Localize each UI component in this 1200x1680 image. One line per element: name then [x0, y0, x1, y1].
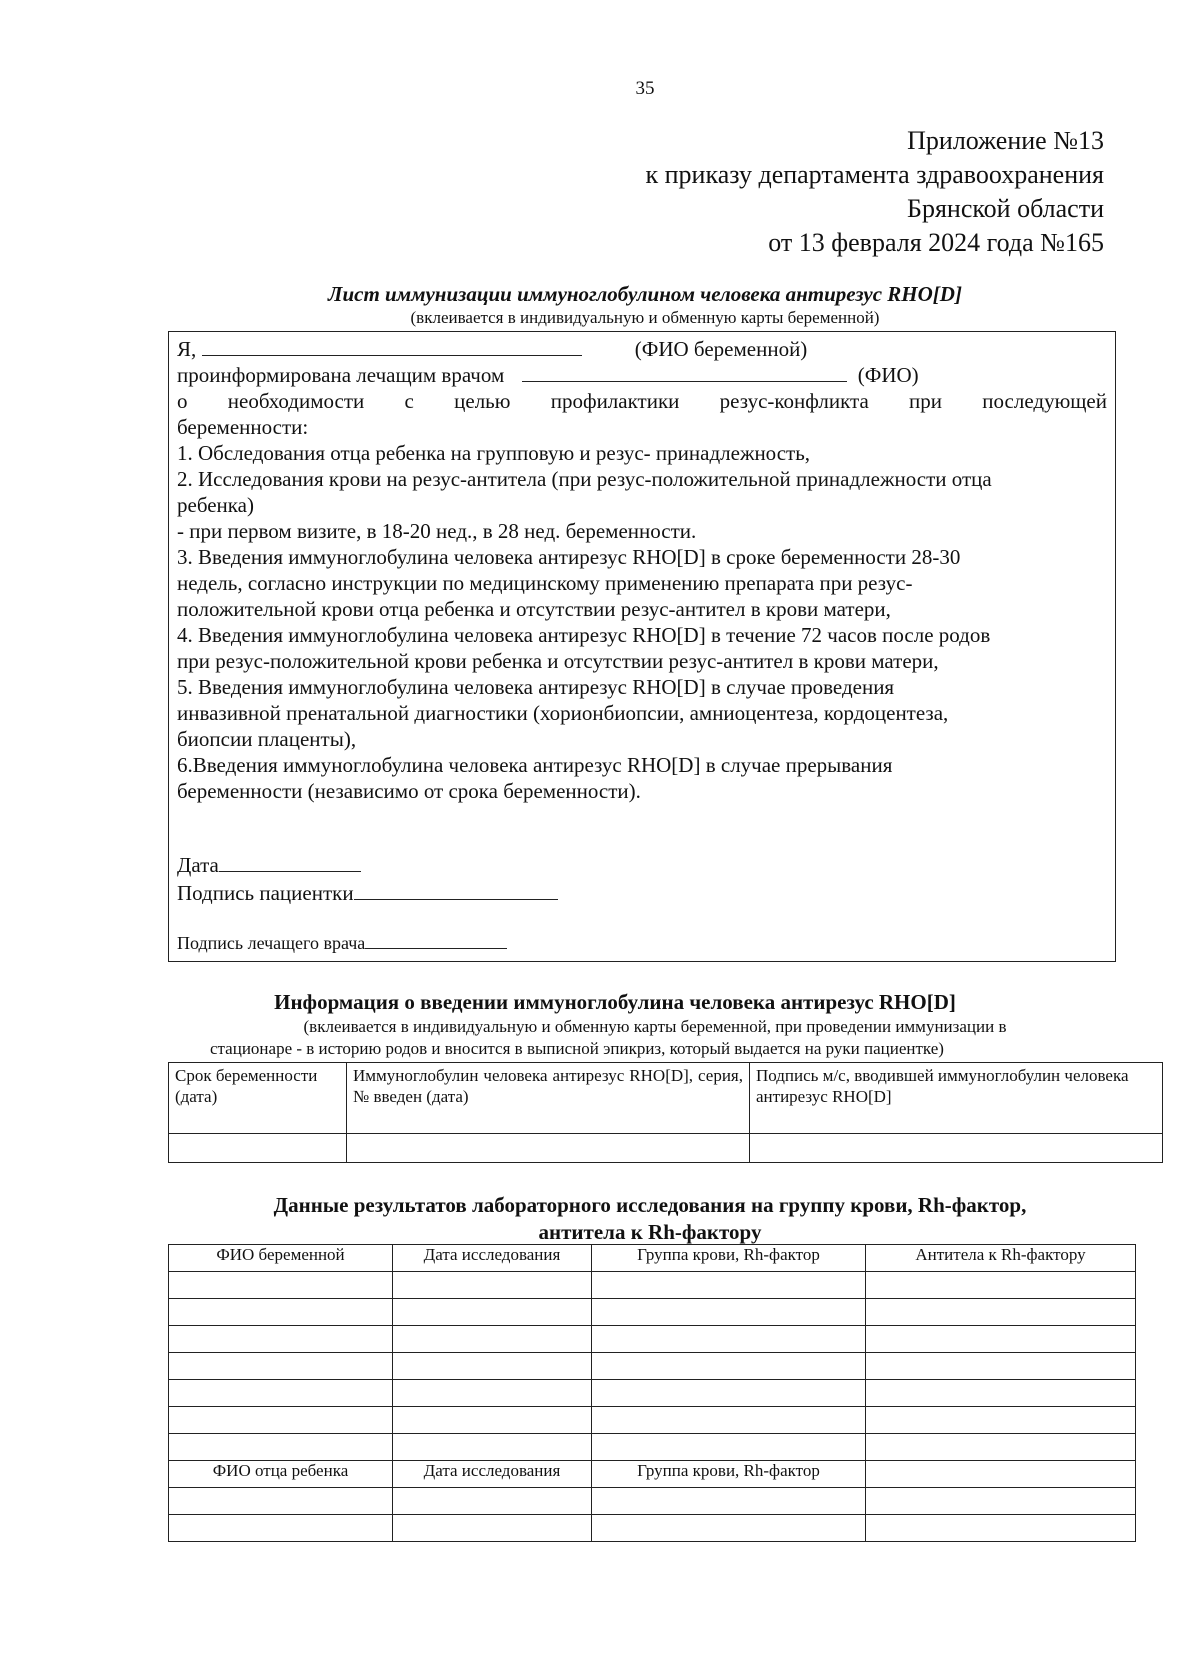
patient-signature-blank[interactable]	[354, 881, 558, 900]
patient-signature-label: Подпись пациентки	[177, 881, 354, 905]
table-row	[169, 1407, 1136, 1434]
necessity-word: при	[909, 389, 943, 413]
table-row	[169, 1434, 1136, 1461]
appendix-region: Брянской области	[907, 194, 1104, 223]
col-nurse-signature: Подпись м/с, вводившей иммуноглобулин человека антирезус RHO[D]	[750, 1063, 1163, 1134]
table-row	[169, 1326, 1136, 1353]
table-row	[169, 1272, 1136, 1299]
necessity-word: с	[404, 389, 414, 413]
cell-empty[interactable]	[866, 1380, 1136, 1407]
cell-empty[interactable]	[866, 1299, 1136, 1326]
table-row	[169, 1488, 1136, 1515]
doctor-name-blank[interactable]	[522, 363, 847, 382]
patient-signature-line	[177, 880, 1107, 906]
item-5-line-1: 5. Введения иммуноглобулина человека антирезус RHO[D] в случае проведения	[177, 675, 895, 699]
cell-empty[interactable]	[169, 1488, 393, 1515]
necessity-word: последующей	[982, 389, 1107, 413]
appendix-date: от 13 февраля 2024 года №165	[768, 228, 1104, 257]
cell-empty[interactable]	[169, 1380, 393, 1407]
cell-empty[interactable]	[393, 1272, 592, 1299]
item-6-line-1: 6.Введения иммуноглобулина человека антирезус RHO[D] в случае прерывания	[177, 753, 893, 777]
table-row	[169, 1299, 1136, 1326]
cell-empty[interactable]	[169, 1272, 393, 1299]
cell-empty[interactable]	[866, 1326, 1136, 1353]
necessity-word: резус-конфликта	[719, 389, 869, 413]
header-study-date: Дата исследования	[393, 1245, 592, 1272]
necessity-word: профилактики	[550, 389, 680, 413]
cell-empty[interactable]	[393, 1434, 592, 1461]
cell-empty[interactable]	[592, 1353, 866, 1380]
item-2-line-2: ребенка)	[177, 493, 254, 517]
item-5-line-3: биопсии плаценты),	[177, 727, 357, 751]
cell-empty[interactable]	[393, 1515, 592, 1542]
header-antibodies: Антитела к Rh-фактору	[866, 1245, 1136, 1272]
header-fio-pregnant: ФИО беременной	[169, 1245, 393, 1272]
header-blood-group: Группа крови, Rh-фактор	[592, 1245, 866, 1272]
cell-empty[interactable]	[169, 1299, 393, 1326]
patient-name-blank[interactable]	[202, 337, 582, 356]
cell-empty[interactable]	[592, 1272, 866, 1299]
cell-empty[interactable]	[347, 1134, 750, 1163]
item-3-line-3: положительной крови отца ребенка и отсутствии резус-антител в крови матери,	[177, 597, 891, 621]
appendix-header	[646, 124, 1105, 260]
item-3-line-2: недель, согласно инструкции по медицинскому применению препарата при резус-	[177, 571, 913, 595]
info-subtitle-line-2: стационаре - в историю родов и вносится в выписной эпикриз, который выдается на руки пациентке)	[210, 1039, 944, 1058]
cell-empty[interactable]	[866, 1272, 1136, 1299]
date-blank[interactable]	[219, 853, 361, 872]
cell-empty[interactable]	[592, 1326, 866, 1353]
appendix-order: к приказу департамента здравоохранения	[645, 160, 1104, 189]
cell-empty[interactable]	[592, 1434, 866, 1461]
date-line	[177, 852, 1107, 878]
cell-empty[interactable]	[393, 1299, 592, 1326]
cell-empty[interactable]	[866, 1434, 1136, 1461]
item-2-sub: - при первом визите, в 18-20 нед., в 28 нед. беременности.	[177, 519, 697, 543]
necessity-word: необходимости	[227, 389, 365, 413]
necessity-word: о	[177, 389, 188, 413]
item-6-line-2: беременности (независимо от срока беременности).	[177, 779, 641, 803]
item-3-line-1: 3. Введения иммуноглобулина человека антирезус RHO[D] в сроке беременности 28-30	[177, 545, 961, 569]
item-2-line-1: 2. Исследования крови на резус-антитела (при резус-положительной принадлежности отца	[177, 467, 992, 491]
item-4-line-1: 4. Введения иммуноглобулина человека антирезус RHO[D] в течение 72 часов после родов	[177, 623, 991, 647]
header-blood-group-father: Группа крови, Rh-фактор	[592, 1461, 866, 1488]
item-1: 1. Обследования отца ребенка на групповую и резус- принадлежность,	[177, 441, 811, 465]
col-immunoglobulin: Иммуноглобулин человека антирезус RHO[D], серия, № введен (дата)	[347, 1063, 750, 1134]
table-row	[169, 1134, 1163, 1163]
line-necessity-end: беременности:	[177, 415, 309, 439]
table-header-row	[169, 1063, 1163, 1134]
cell-empty[interactable]	[866, 1488, 1136, 1515]
cell-empty[interactable]	[393, 1407, 592, 1434]
cell-empty[interactable]	[750, 1134, 1163, 1163]
necessity-word: целью	[454, 389, 511, 413]
cell-empty[interactable]	[169, 1134, 347, 1163]
fio-pregnant-hint: (ФИО беременной)	[634, 337, 808, 361]
cell-empty[interactable]	[592, 1515, 866, 1542]
immunization-sheet-box	[168, 331, 1116, 962]
appendix-number: Приложение №13	[907, 126, 1104, 155]
cell-empty[interactable]	[592, 1407, 866, 1434]
lab-title-line-1: Данные результатов лабораторного исследования на группу крови, Rh-фактор,	[273, 1193, 1027, 1217]
lab-results-table	[168, 1244, 1136, 1542]
sheet-subtitle: (вклеивается в индивидуальную и обменную карты беременной)	[410, 308, 880, 327]
lab-title	[150, 1192, 1150, 1246]
table-row	[169, 1515, 1136, 1542]
doctor-signature-label: Подпись лечащего врача	[177, 933, 366, 953]
cell-empty[interactable]	[866, 1407, 1136, 1434]
sheet-title: Лист иммунизации иммуноглобулином человека антирезус RHO[D]	[328, 282, 962, 306]
cell-empty[interactable]	[169, 1515, 393, 1542]
cell-empty[interactable]	[393, 1488, 592, 1515]
info-title: Информация о введении иммуноглобулина человека антирезус RHO[D]	[274, 990, 956, 1014]
line-necessity	[177, 388, 1107, 414]
cell-empty[interactable]	[169, 1353, 393, 1380]
cell-empty[interactable]	[169, 1407, 393, 1434]
doctor-signature-blank[interactable]	[365, 930, 507, 949]
cell-empty[interactable]	[393, 1326, 592, 1353]
header-study-date-father: Дата исследования	[393, 1461, 592, 1488]
header-fio-father: ФИО отца ребенка	[169, 1461, 393, 1488]
date-label: Дата	[177, 853, 219, 877]
cell-empty[interactable]	[592, 1488, 866, 1515]
fio-hint: (ФИО)	[857, 363, 919, 387]
item-4-line-2: при резус-положительной крови ребенка и отсутствии резус-антител в крови матери,	[177, 649, 939, 673]
lab-title-line-2: антитела к Rh-фактору	[538, 1220, 762, 1244]
cell-empty[interactable]	[169, 1434, 393, 1461]
info-subtitle	[180, 1016, 1130, 1060]
cell-empty[interactable]	[592, 1380, 866, 1407]
cell-empty[interactable]	[393, 1380, 592, 1407]
page-number: 35	[635, 78, 655, 99]
ya-label: Я,	[177, 337, 197, 361]
informed-by-label: проинформирована лечащим врачом	[177, 363, 505, 387]
cell-empty[interactable]	[866, 1353, 1136, 1380]
line-informed	[177, 362, 1107, 388]
info-subtitle-line-1: (вклеивается в индивидуальную и обменную карты беременной, при проведении иммунизации в	[303, 1017, 1007, 1036]
item-5-line-2: инвазивной пренатальной диагностики (хорионбиопсии, амниоцентеза, кордоцентеза,	[177, 701, 949, 725]
cell-empty[interactable]	[169, 1326, 393, 1353]
cell-empty[interactable]	[592, 1299, 866, 1326]
table-header-row-father	[169, 1461, 1136, 1488]
administration-table	[168, 1062, 1163, 1163]
line-patient-name	[177, 336, 1107, 362]
doctor-signature-line	[177, 930, 1107, 956]
table-row	[169, 1380, 1136, 1407]
cell-empty[interactable]	[393, 1353, 592, 1380]
col-pregnancy-term: Срок беременности (дата)	[169, 1063, 347, 1134]
table-header-row	[169, 1245, 1136, 1272]
cell-empty[interactable]	[866, 1515, 1136, 1542]
table-row	[169, 1353, 1136, 1380]
cell-empty[interactable]	[866, 1461, 1136, 1488]
